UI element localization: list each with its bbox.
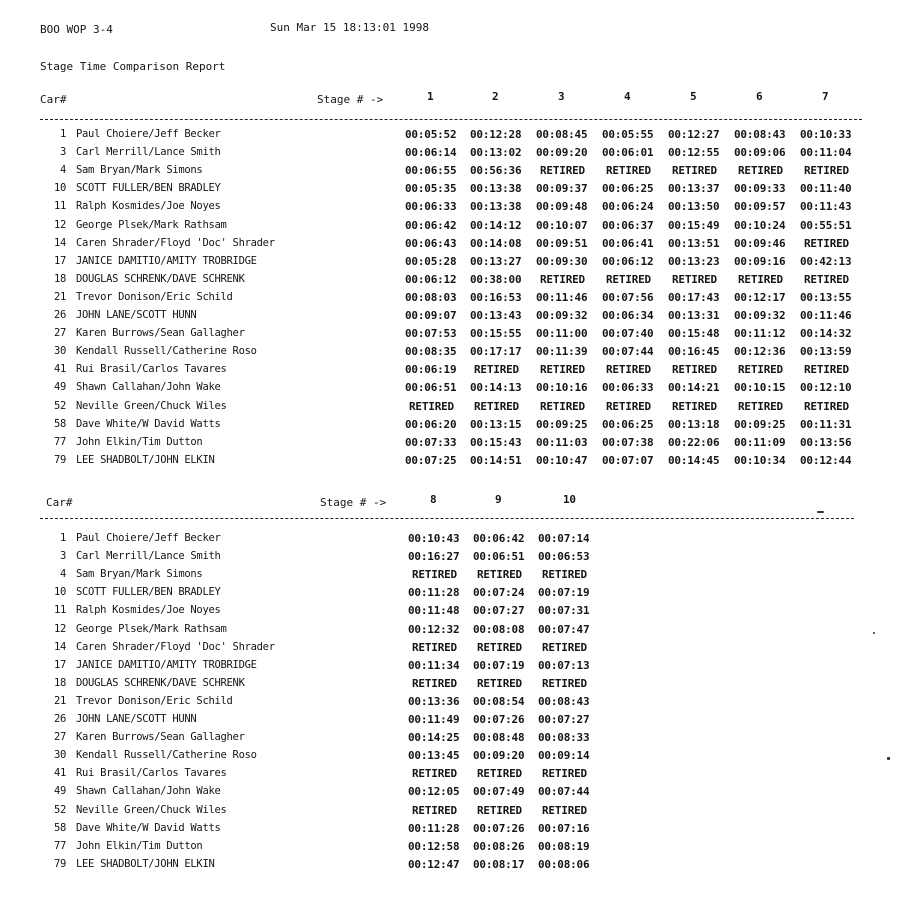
crew-names: John Elkin/Tim Dutton: [76, 435, 203, 448]
stage-time-cell: 00:07:13: [538, 658, 590, 672]
crew-names: Neville Green/Chuck Wiles: [76, 399, 227, 412]
car-number: 4: [59, 568, 66, 581]
car-number: 52: [53, 399, 66, 412]
stage-time-cell: 00:06:14: [405, 146, 457, 160]
car-number: 41: [53, 767, 66, 780]
car-number: 14: [53, 640, 66, 653]
car-number: 58: [53, 821, 66, 834]
retired-cell: RETIRED: [672, 363, 717, 377]
stage-time-cell: 00:07:53: [405, 327, 457, 341]
car-number: 3: [59, 550, 66, 563]
stage-time-cell: 00:08:08: [473, 622, 525, 636]
stage-time-cell: 00:13:50: [668, 200, 720, 214]
car-number: 12: [53, 218, 66, 231]
stage-time-cell: 00:07:26: [473, 821, 525, 835]
stage-time-cell: 00:10:15: [734, 381, 786, 395]
crew-names: DOUGLAS SCHRENK/DAVE SCHRENK: [76, 676, 245, 689]
stage-time-cell: 00:13:59: [800, 345, 852, 359]
stage-time-cell: 00:11:28: [408, 821, 460, 835]
retired-cell: RETIRED: [412, 568, 457, 582]
crew-names: Dave White/W David Watts: [76, 417, 221, 430]
car-column-header: Car#: [46, 496, 73, 509]
stage-time-cell: 00:07:44: [602, 345, 654, 359]
stage-time-cell: 00:07:14: [538, 532, 590, 545]
stage-time-cell: 00:06:12: [602, 254, 654, 268]
retired-cell: RETIRED: [477, 767, 522, 781]
car-number: 18: [53, 676, 66, 689]
stage-time-cell: 00:10:34: [734, 453, 786, 467]
stage-time-cell: 00:06:42: [405, 218, 457, 232]
retired-cell: RETIRED: [606, 399, 651, 413]
crew-names: Sam Bryan/Mark Simons: [76, 568, 203, 581]
report-timestamp: Sun Mar 15 18:13:01 1998: [270, 21, 429, 34]
car-number: 11: [53, 604, 66, 617]
stage-number-header: 10: [563, 493, 576, 506]
car-number: 27: [53, 731, 66, 744]
stage-time-cell: 00:06:33: [405, 200, 457, 214]
stage-time-cell: 00:09:14: [538, 749, 590, 763]
stage-time-cell: 00:08:19: [538, 839, 590, 853]
stage-time-cell: 00:06:43: [405, 236, 457, 250]
stage-time-cell: 00:09:25: [536, 417, 588, 431]
retired-cell: RETIRED: [540, 164, 585, 178]
car-number: 77: [53, 839, 66, 852]
stage-number-header: 5: [690, 90, 697, 103]
stage-time-cell: 00:06:37: [602, 218, 654, 232]
crew-names: Paul Choiere/Jeff Becker: [76, 532, 221, 544]
retired-cell: RETIRED: [738, 164, 783, 178]
stage-time-cell: 00:11:28: [408, 586, 460, 600]
stage-time-cell: 00:13:31: [668, 309, 720, 322]
stage-time-cell: 00:12:17: [734, 290, 786, 304]
crew-names: Karen Burrows/Sean Gallagher: [76, 731, 245, 744]
stage-time-cell: 00:12:58: [408, 839, 460, 853]
header-divider: [40, 518, 854, 519]
retired-cell: RETIRED: [606, 363, 651, 377]
stage-time-cell: 00:06:01: [602, 146, 654, 160]
stage-time-cell: 00:11:03: [536, 435, 588, 449]
stage-time-cell: 00:07:19: [538, 586, 590, 600]
stage-time-cell: 00:15:43: [470, 435, 522, 449]
stage-time-cell: 00:07:26: [473, 713, 525, 726]
stage-time-cell: 00:06:25: [602, 182, 654, 196]
stage-time-cell: 00:06:34: [602, 309, 654, 322]
retired-cell: RETIRED: [542, 676, 587, 690]
retired-cell: RETIRED: [672, 164, 717, 178]
stage-time-cell: 00:12:44: [800, 453, 852, 467]
header-divider: [40, 119, 862, 120]
car-number: 26: [53, 309, 66, 321]
retired-cell: RETIRED: [540, 363, 585, 377]
car-number: 27: [53, 327, 66, 340]
stage-time-cell: 00:08:43: [538, 694, 590, 708]
stage-time-cell: 00:14:12: [470, 218, 522, 232]
stage-time-cell: 00:05:52: [405, 128, 457, 141]
retired-cell: RETIRED: [606, 164, 651, 178]
car-number: 11: [53, 200, 66, 213]
car-number: 52: [53, 803, 66, 816]
crew-names: Carl Merrill/Lance Smith: [76, 146, 221, 159]
crew-names: Ralph Kosmides/Joe Noyes: [76, 604, 221, 617]
stage-time-cell: 00:07:25: [405, 453, 457, 467]
stage-time-cell: 00:15:48: [668, 327, 720, 341]
stage-time-cell: 00:11:04: [800, 146, 852, 160]
stage-time-cell: 00:06:55: [405, 164, 457, 178]
stage-time-cell: 00:15:49: [668, 218, 720, 232]
crew-names: Trevor Donison/Eric Schild: [76, 290, 233, 303]
stage-time-cell: 00:07:38: [602, 435, 654, 449]
stage-time-cell: 00:13:23: [668, 254, 720, 268]
stage-time-cell: 00:12:55: [668, 146, 720, 160]
stage-time-cell: 00:16:27: [408, 550, 460, 564]
stage-number-header: 4: [624, 90, 631, 103]
stage-time-cell: 00:09:51: [536, 236, 588, 250]
stage-time-cell: 00:09:25: [734, 417, 786, 431]
stage-time-cell: 00:07:07: [602, 453, 654, 467]
crew-names: Paul Choiere/Jeff Becker: [76, 128, 221, 140]
retired-cell: RETIRED: [477, 676, 522, 690]
stage-time-cell: 00:13:15: [470, 417, 522, 431]
stage-time-cell: 00:08:06: [538, 857, 590, 871]
car-number: 21: [53, 290, 66, 303]
crew-names: Dave White/W David Watts: [76, 821, 221, 834]
car-number: 77: [53, 435, 66, 448]
stage-time-cell: 00:14:21: [668, 381, 720, 395]
stage-number-header: 6: [756, 90, 763, 103]
crew-names: JANICE DAMITIO/AMITY TROBRIDGE: [76, 658, 257, 671]
car-number: 3: [59, 146, 66, 159]
stage-time-cell: 00:06:51: [405, 381, 457, 395]
stage-time-cell: 00:42:13: [800, 254, 852, 268]
stage-time-cell: 00:08:54: [473, 694, 525, 708]
stage-number-header: 9: [495, 493, 502, 506]
stage-time-cell: 00:08:43: [734, 128, 786, 141]
stage-time-cell: 00:06:33: [602, 381, 654, 395]
retired-cell: RETIRED: [477, 803, 522, 817]
retired-cell: RETIRED: [542, 803, 587, 817]
crew-names: Caren Shrader/Floyd 'Doc' Shrader: [76, 640, 275, 653]
stage-time-cell: 00:10:47: [536, 453, 588, 467]
stage-time-cell: 00:15:55: [470, 327, 522, 341]
stage-time-cell: 00:14:45: [668, 453, 720, 467]
car-number: 41: [53, 363, 66, 376]
stage-time-cell: 00:10:16: [536, 381, 588, 395]
stage-time-cell: 00:12:27: [668, 128, 720, 141]
stage-time-cell: 00:07:27: [473, 604, 525, 618]
stage-time-cell: 00:06:53: [538, 550, 590, 564]
crew-names: Kendall Russell/Catherine Roso: [76, 749, 257, 762]
stage-number-header: 3: [558, 90, 565, 103]
car-number: 58: [53, 417, 66, 430]
stage-time-cell: 00:13:38: [470, 200, 522, 214]
retired-cell: RETIRED: [542, 568, 587, 582]
crew-names: George Plsek/Mark Rathsam: [76, 622, 227, 635]
stage-time-cell: 00:11:49: [408, 713, 460, 726]
scan-speck: [873, 632, 875, 634]
crew-names: Ralph Kosmides/Joe Noyes: [76, 200, 221, 213]
stage-time-cell: 00:10:07: [536, 218, 588, 232]
stage-time-cell: 00:09:57: [734, 200, 786, 214]
stage-label: Stage # ->: [317, 93, 384, 106]
stage-time-cell: 00:06:25: [602, 417, 654, 431]
car-number: 79: [53, 453, 66, 466]
stage-time-cell: 00:08:33: [538, 731, 590, 745]
stage-time-cell: 00:09:32: [734, 309, 786, 322]
stage-time-cell: 00:11:48: [408, 604, 460, 618]
stage-time-cell: 00:11:00: [536, 327, 588, 341]
scan-speck: [817, 511, 824, 513]
car-number: 18: [53, 272, 66, 285]
stage-time-cell: 00:11:40: [800, 182, 852, 196]
stage-time-cell: 00:05:55: [602, 128, 654, 141]
stage-time-cell: 00:07:56: [602, 290, 654, 304]
stage-time-cell: 00:22:06: [668, 435, 720, 449]
retired-cell: RETIRED: [738, 399, 783, 413]
stage-number-header: 1: [427, 90, 434, 103]
stage-time-cell: 00:13:36: [408, 694, 460, 708]
stage-time-cell: 00:11:34: [408, 658, 460, 672]
car-number: 14: [53, 236, 66, 249]
stage-time-cell: 00:07:33: [405, 435, 457, 449]
crew-names: Shawn Callahan/John Wake: [76, 785, 221, 798]
car-number: 12: [53, 622, 66, 635]
retired-cell: RETIRED: [540, 399, 585, 413]
stage-time-cell: 00:06:42: [473, 532, 525, 545]
crew-names: JOHN LANE/SCOTT HUNN: [76, 713, 197, 725]
car-number: 1: [59, 128, 66, 140]
crew-names: JANICE DAMITIO/AMITY TROBRIDGE: [76, 254, 257, 267]
retired-cell: RETIRED: [672, 272, 717, 286]
stage-time-cell: 00:14:32: [800, 327, 852, 341]
stage-time-cell: 00:10:33: [800, 128, 852, 141]
stage-time-cell: 00:05:28: [405, 254, 457, 268]
retired-cell: RETIRED: [412, 640, 457, 654]
stage-time-cell: 00:09:20: [473, 749, 525, 763]
stage-time-cell: 00:09:46: [734, 236, 786, 250]
stage-time-cell: 00:12:10: [800, 381, 852, 395]
stage-time-cell: 00:11:39: [536, 345, 588, 359]
retired-cell: RETIRED: [672, 399, 717, 413]
crew-names: Rui Brasil/Carlos Tavares: [76, 767, 227, 780]
crew-names: Trevor Donison/Eric Schild: [76, 694, 233, 707]
retired-cell: RETIRED: [409, 399, 454, 413]
stage-time-cell: 00:09:32: [536, 309, 588, 322]
stage-time-cell: 00:13:55: [800, 290, 852, 304]
car-number: 79: [53, 857, 66, 870]
crew-names: DOUGLAS SCHRENK/DAVE SCHRENK: [76, 272, 245, 285]
car-number: 10: [53, 586, 66, 599]
stage-time-cell: 00:09:06: [734, 146, 786, 160]
crew-names: Sam Bryan/Mark Simons: [76, 164, 203, 177]
stage-time-cell: 00:07:44: [538, 785, 590, 799]
crew-names: JOHN LANE/SCOTT HUNN: [76, 309, 197, 321]
stage-time-cell: 00:10:24: [734, 218, 786, 232]
stage-time-cell: 00:08:26: [473, 839, 525, 853]
stage-time-cell: 00:14:13: [470, 381, 522, 395]
car-number: 49: [53, 785, 66, 798]
car-number: 30: [53, 345, 66, 358]
retired-cell: RETIRED: [542, 767, 587, 781]
retired-cell: RETIRED: [804, 236, 849, 250]
stage-time-cell: 00:13:37: [668, 182, 720, 196]
retired-cell: RETIRED: [804, 363, 849, 377]
stage-time-cell: 00:07:16: [538, 821, 590, 835]
retired-cell: RETIRED: [738, 272, 783, 286]
stage-time-cell: 00:07:47: [538, 622, 590, 636]
stage-time-cell: 00:17:43: [668, 290, 720, 304]
crew-names: SCOTT FULLER/BEN BRADLEY: [76, 182, 221, 195]
stage-time-cell: 00:06:51: [473, 550, 525, 564]
car-number: 17: [53, 254, 66, 267]
stage-number-header: 2: [492, 90, 499, 103]
crew-names: John Elkin/Tim Dutton: [76, 839, 203, 852]
crew-names: LEE SHADBOLT/JOHN ELKIN: [76, 857, 215, 870]
car-number: 17: [53, 658, 66, 671]
stage-time-cell: 00:56:36: [470, 164, 522, 178]
document-id: BOO WOP 3-4: [40, 23, 113, 36]
car-number: 30: [53, 749, 66, 762]
stage-time-cell: 00:09:37: [536, 182, 588, 196]
stage-time-cell: 00:08:17: [473, 857, 525, 871]
stage-time-cell: 00:13:02: [470, 146, 522, 160]
retired-cell: RETIRED: [477, 640, 522, 654]
report-title: Stage Time Comparison Report: [40, 60, 226, 73]
stage-time-cell: 00:12:28: [470, 128, 522, 141]
stage-number-header: 7: [822, 90, 829, 103]
stage-time-cell: 00:08:35: [405, 345, 457, 359]
crew-names: Karen Burrows/Sean Gallagher: [76, 327, 245, 340]
retired-cell: RETIRED: [477, 568, 522, 582]
stage-time-cell: 00:07:31: [538, 604, 590, 618]
stage-time-cell: 00:07:27: [538, 713, 590, 726]
stage-time-cell: 00:06:19: [405, 363, 457, 377]
stage-time-cell: 00:55:51: [800, 218, 852, 232]
stage-time-cell: 00:12:05: [408, 785, 460, 799]
retired-cell: RETIRED: [804, 272, 849, 286]
scan-speck: [887, 757, 890, 760]
stage-time-cell: 00:13:38: [470, 182, 522, 196]
stage-time-cell: 00:08:48: [473, 731, 525, 745]
retired-cell: RETIRED: [606, 272, 651, 286]
stage-time-cell: 00:13:27: [470, 254, 522, 268]
car-number: 1: [59, 532, 66, 544]
stage-time-cell: 00:13:51: [668, 236, 720, 250]
stage-time-cell: 00:09:20: [536, 146, 588, 160]
stage-time-cell: 00:09:30: [536, 254, 588, 268]
stage-time-cell: 00:12:32: [408, 622, 460, 636]
stage-time-cell: 00:09:33: [734, 182, 786, 196]
stage-time-cell: 00:06:24: [602, 200, 654, 214]
stage-time-cell: 00:09:48: [536, 200, 588, 214]
stage-time-cell: 00:05:35: [405, 182, 457, 196]
stage-time-cell: 00:12:36: [734, 345, 786, 359]
retired-cell: RETIRED: [474, 363, 519, 377]
stage-time-cell: 00:11:43: [800, 200, 852, 214]
stage-time-cell: 00:09:16: [734, 254, 786, 268]
retired-cell: RETIRED: [804, 399, 849, 413]
car-number: 49: [53, 381, 66, 394]
stage-time-cell: 00:06:12: [405, 272, 457, 286]
stage-time-cell: 00:13:18: [668, 417, 720, 431]
stage-time-cell: 00:11:46: [800, 309, 852, 322]
retired-cell: RETIRED: [540, 272, 585, 286]
stage-time-cell: 00:11:46: [536, 290, 588, 304]
retired-cell: RETIRED: [474, 399, 519, 413]
stage-time-cell: 00:13:43: [470, 309, 522, 322]
stage-time-cell: 00:11:12: [734, 327, 786, 341]
stage-time-cell: 00:14:51: [470, 453, 522, 467]
stage-time-cell: 00:07:19: [473, 658, 525, 672]
stage-time-cell: 00:12:47: [408, 857, 460, 871]
stage-time-cell: 00:13:56: [800, 435, 852, 449]
car-number: 4: [59, 164, 66, 177]
car-number: 26: [53, 713, 66, 725]
retired-cell: RETIRED: [412, 676, 457, 690]
stage-time-cell: 00:14:25: [408, 731, 460, 745]
stage-time-cell: 00:08:03: [405, 290, 457, 304]
crew-names: SCOTT FULLER/BEN BRADLEY: [76, 586, 221, 599]
car-number: 10: [53, 182, 66, 195]
crew-names: Rui Brasil/Carlos Tavares: [76, 363, 227, 376]
stage-time-cell: 00:08:45: [536, 128, 588, 141]
stage-time-cell: 00:07:49: [473, 785, 525, 799]
stage-time-cell: 00:38:00: [470, 272, 522, 286]
retired-cell: RETIRED: [412, 767, 457, 781]
crew-names: Kendall Russell/Catherine Roso: [76, 345, 257, 358]
stage-time-cell: 00:06:41: [602, 236, 654, 250]
stage-time-cell: 00:07:40: [602, 327, 654, 341]
stage-time-cell: 00:17:17: [470, 345, 522, 359]
stage-time-cell: 00:14:08: [470, 236, 522, 250]
crew-names: Caren Shrader/Floyd 'Doc' Shrader: [76, 236, 275, 249]
crew-names: LEE SHADBOLT/JOHN ELKIN: [76, 453, 215, 466]
stage-time-cell: 00:13:45: [408, 749, 460, 763]
retired-cell: RETIRED: [804, 164, 849, 178]
crew-names: George Plsek/Mark Rathsam: [76, 218, 227, 231]
stage-time-cell: 00:16:45: [668, 345, 720, 359]
car-number: 21: [53, 694, 66, 707]
retired-cell: RETIRED: [412, 803, 457, 817]
crew-names: Carl Merrill/Lance Smith: [76, 550, 221, 563]
stage-time-cell: 00:16:53: [470, 290, 522, 304]
crew-names: Neville Green/Chuck Wiles: [76, 803, 227, 816]
car-column-header: Car#: [40, 93, 67, 106]
stage-label: Stage # ->: [320, 496, 387, 509]
stage-time-cell: 00:06:20: [405, 417, 457, 431]
stage-time-cell: 00:09:07: [405, 309, 457, 322]
retired-cell: RETIRED: [738, 363, 783, 377]
stage-time-cell: 00:11:31: [800, 417, 852, 431]
stage-time-cell: 00:11:09: [734, 435, 786, 449]
crew-names: Shawn Callahan/John Wake: [76, 381, 221, 394]
retired-cell: RETIRED: [542, 640, 587, 654]
stage-number-header: 8: [430, 493, 437, 506]
stage-time-cell: 00:10:43: [408, 532, 460, 545]
stage-time-cell: 00:07:24: [473, 586, 525, 600]
